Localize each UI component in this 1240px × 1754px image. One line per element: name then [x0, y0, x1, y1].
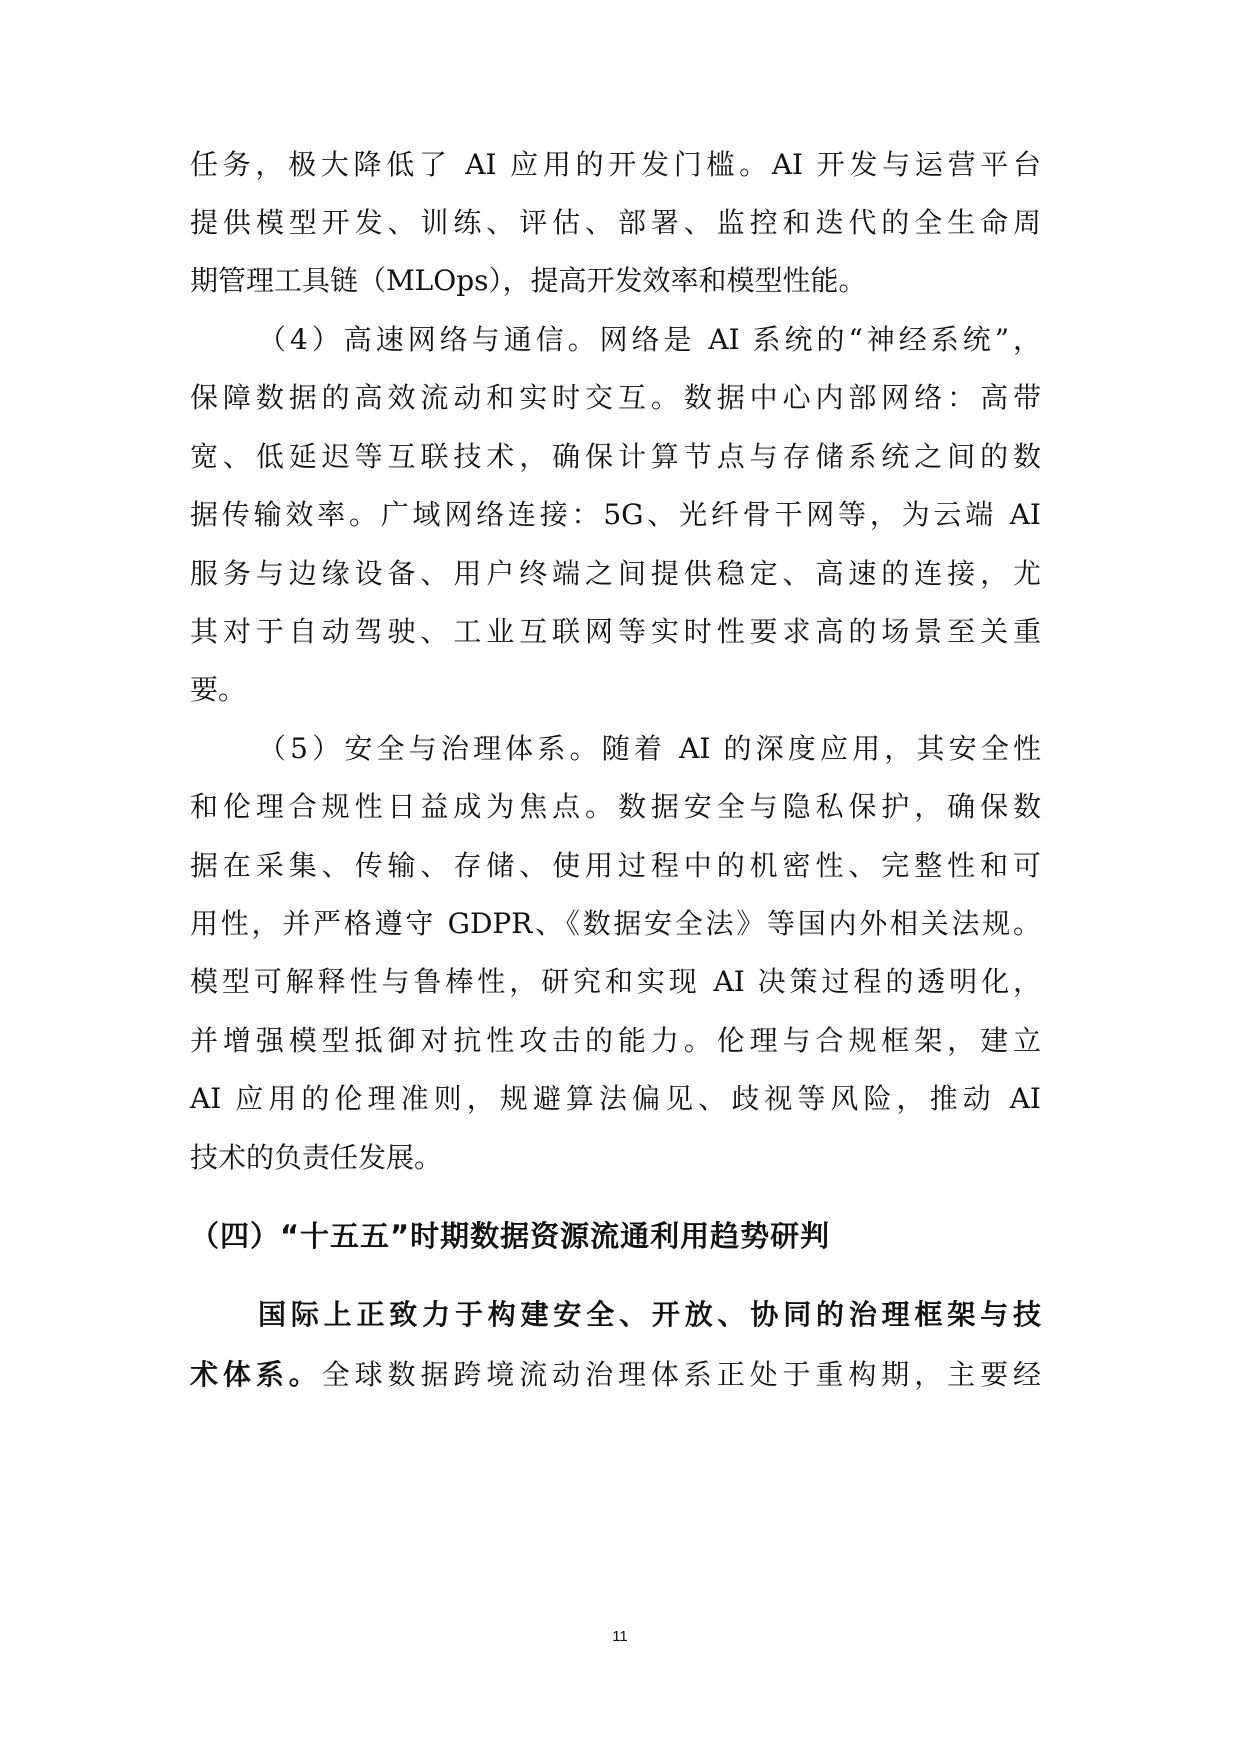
paragraph-line: 保障数据的高效流动和实时交互。数据中心内部网络：高带: [190, 381, 1041, 414]
regular-text: 全球数据跨境流动治理体系正处于重构期，主要经: [321, 1358, 1041, 1391]
paragraph-line: 服务与边缘设备、用户终端之间提供稳定、高速的连接，尤: [190, 557, 1041, 590]
paragraph-line: 据在采集、传输、存储、使用过程中的机密性、完整性和可: [190, 849, 1041, 882]
paragraph-line: 其对于自动驾驶、工业互联网等实时性要求高的场景至关重: [190, 615, 1041, 648]
paragraph-line: 技术的负责任发展。: [190, 1141, 443, 1174]
paragraph-line-mixed: [190, 1355, 1041, 1395]
paragraph-line: 模型可解释性与鲁棒性，研究和实现 AI 决策过程的透明化，: [190, 965, 1041, 998]
paragraph-line: 期管理工具链（MLOps），提高开发效率和模型性能。: [190, 264, 867, 297]
paragraph-line: 据传输效率。广域网络连接：5G、光纤骨干网等，为云端 AI: [190, 498, 1041, 531]
section-heading: （四）“十五五”时期数据资源流通利用趋势研判: [190, 1219, 831, 1253]
paragraph-line-bold-lead: 国际上正致力于构建安全、开放、协同的治理框架与技: [258, 1298, 1041, 1331]
paragraph-line: 并增强模型抵御对抗性攻击的能力。伦理与合规框架，建立: [190, 1024, 1041, 1057]
paragraph-line: 用性，并严格遵守 GDPR、《数据安全法》等国内外相关法规。: [190, 907, 1041, 940]
paragraph-line: 要。: [190, 673, 247, 706]
paragraph-line: 宽、低延迟等互联技术，确保计算节点与存储系统之间的数: [190, 440, 1041, 473]
paragraph-line-security-heading: （5）安全与治理体系。随着 AI 的深度应用，其安全性: [258, 732, 1041, 765]
paragraph-line: 提供模型开发、训练、评估、部署、监控和迭代的全生命周: [190, 206, 1041, 239]
page-number: 11: [612, 1628, 628, 1645]
bold-lead-text: 术体系。: [190, 1358, 322, 1391]
paragraph-line: 和伦理合规性日益成为焦点。数据安全与隐私保护，确保数: [190, 790, 1041, 823]
paragraph-line-network-heading: （4）高速网络与通信。网络是 AI 系统的“神经系统”，: [258, 323, 1041, 356]
paragraph-line: 任务，极大降低了 AI 应用的开发门槛。AI 开发与运营平台: [190, 148, 1041, 181]
paragraph-line: AI 应用的伦理准则，规避算法偏见、歧视等风险，推动 AI: [190, 1082, 1041, 1115]
